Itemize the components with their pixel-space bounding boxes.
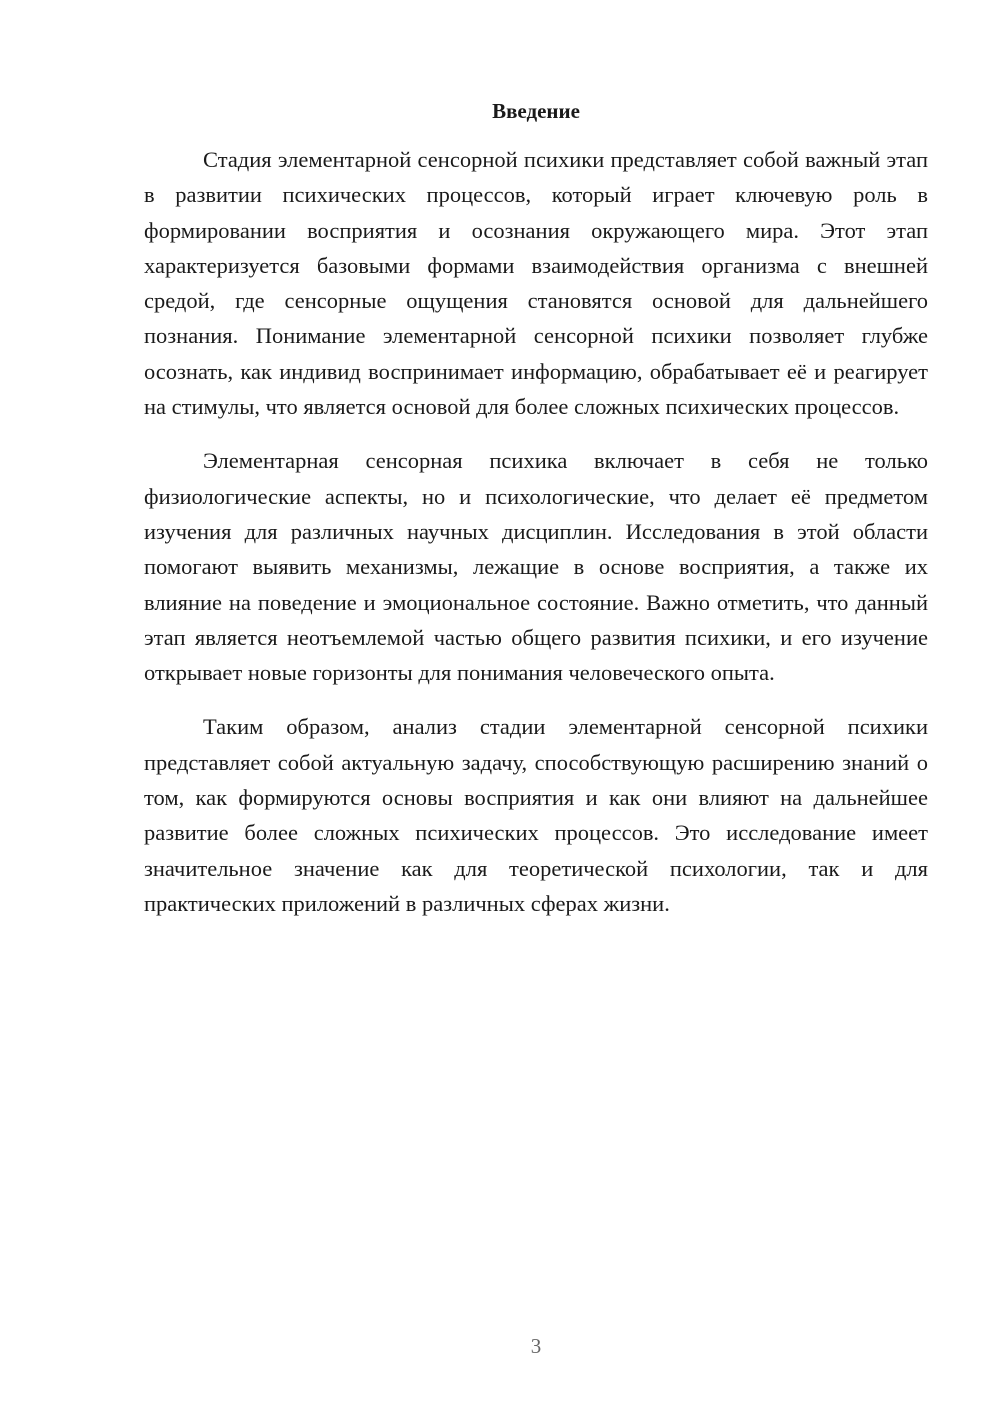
page-number: 3 bbox=[530, 1334, 542, 1358]
paragraph-1: Стадия элементарной сенсорной психики представляет собой важный этап в развитии психических процессов, который играет ключевую роль в формировании восприятия и осознания окружающего мира. Этот этап характеризуется базовыми формами взаимодействия организма с внешней средой, где сенсорные ощущения становятся основой для дальнейшего познания. Понимание элементарной сенсорной психики позволяет глубже осознать, как индивид воспринимает информацию, обрабатывает её и реагирует на стимулы, что является основой для более сложных психических процессов. bbox=[144, 147, 928, 420]
paragraph-3: Таким образом, анализ стадии элементарной сенсорной психики представляет собой актуальную задачу, способствующую расширению знаний о том, как формируются основы восприятия и как они влияют на дальнейшее развитие более сложных психических процессов. Это исследование имеет значительное значение как для теоретической психологии, так и для практических приложений в различных сферах жизни. bbox=[144, 714, 928, 916]
document-body bbox=[144, 142, 928, 940]
paragraph-2: Элементарная сенсорная психика включает в себя не только физиологические аспекты, но и психологические, что делает её предметом изучения для различных научных дисциплин. Исследования в этой области помогают выявить механизмы, лежащие в основе восприятия, а также их влияние на поведение и эмоциональное состояние. Важно отметить, что данный этап является неотъемлемой частью общего развития психики, и его изучение открывает новые горизонты для понимания человеческого опыта. bbox=[144, 448, 928, 686]
page-title: Введение bbox=[492, 99, 580, 123]
